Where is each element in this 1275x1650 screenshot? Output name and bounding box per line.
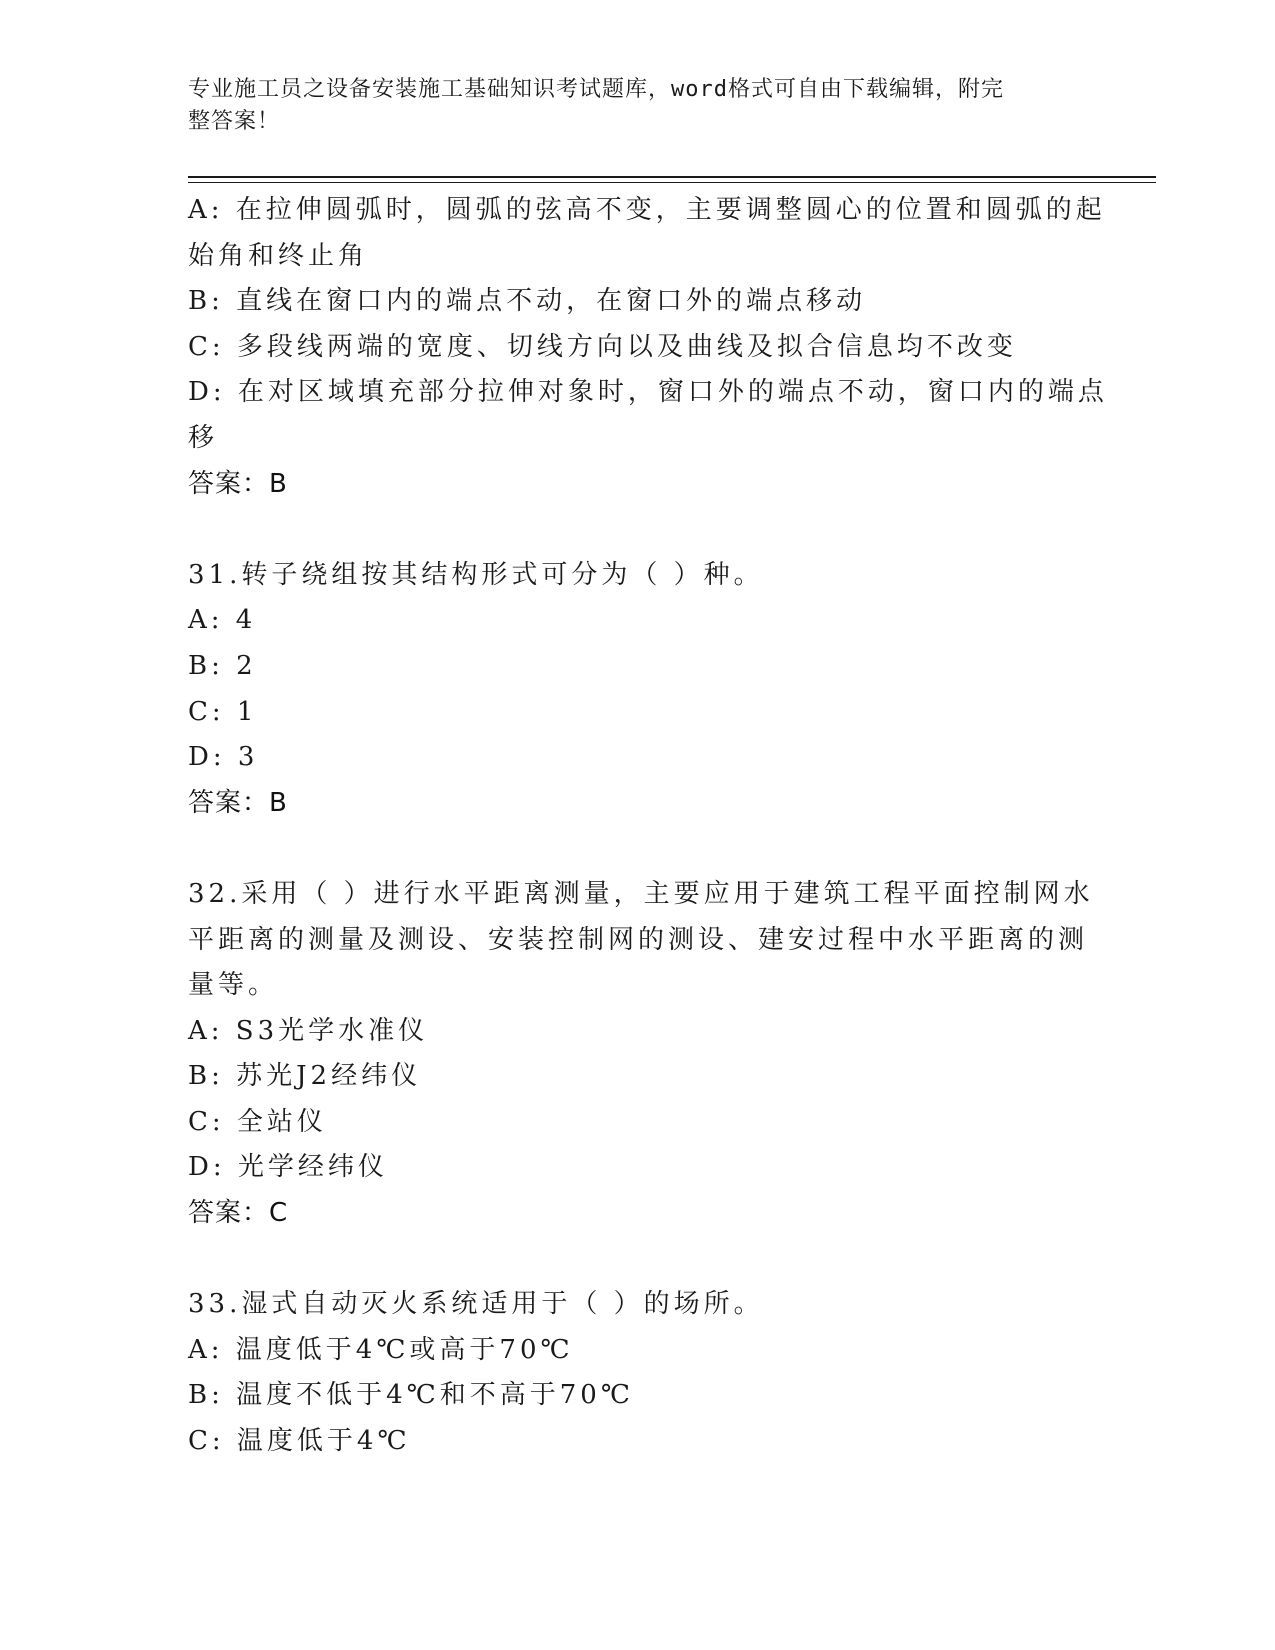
question-stem-line-1: 32.采用（ ）进行水平距离测量，主要应用于建筑工程平面控制网水	[188, 878, 1094, 909]
option-c: C: 1	[188, 696, 258, 727]
spacer	[188, 507, 1088, 553]
option-d: D: 光学经纬仪	[188, 1152, 388, 1183]
question-30	[188, 188, 1108, 507]
question-stem: 33.湿式自动灭火系统适用于（ ）的场所。	[188, 1289, 764, 1320]
option-c: C: 温度低于4℃	[188, 1426, 411, 1457]
question-stem: 31.转子绕组按其结构形式可分为（ ）种。	[188, 559, 764, 590]
option-b: B: 苏光J2经纬仪	[188, 1061, 422, 1092]
option-b: B: 温度不低于4℃和不高于70℃	[188, 1380, 634, 1411]
spacer	[188, 826, 1088, 872]
option-b: B: 直线在窗口内的端点不动，在窗口外的端点移动	[188, 286, 867, 317]
header-title-line-1: 专业施工员之设备安装施工基础知识考试题库，word格式可自由下载编辑，附完	[188, 77, 1004, 102]
question-33	[188, 1282, 1088, 1464]
spacer	[188, 1237, 1088, 1283]
option-d-line-1: D: 在对区域填充部分拉伸对象时，窗口外的端点不动，窗口内的端点	[188, 377, 1108, 408]
answer: 答案：C	[188, 1198, 289, 1229]
option-a: A: 温度低于4℃或高于70℃	[188, 1334, 574, 1365]
question-stem-line-2: 平距离的测量及测设、安装控制网的测设、建安过程中水平距离的测	[188, 924, 1089, 955]
header-divider-thin	[188, 182, 1156, 183]
option-c: C: 全站仪	[188, 1106, 327, 1137]
answer: 答案：B	[188, 468, 288, 499]
option-b: B: 2	[188, 650, 257, 681]
question-list	[188, 188, 1108, 1465]
option-a: A: S3光学水准仪	[188, 1015, 429, 1046]
header-title-line-2: 整答案！	[188, 109, 281, 134]
option-a: A: 4	[188, 605, 257, 636]
option-a-line-2: 始角和终止角	[188, 240, 369, 271]
question-stem-line-3: 量等。	[188, 970, 279, 1001]
option-a-line-1: A: 在拉伸圆弧时，圆弧的弦高不变，主要调整圆心的位置和圆弧的起	[188, 195, 1106, 225]
page-header	[188, 74, 1068, 138]
answer: 答案：B	[188, 787, 288, 818]
option-c: C: 多段线两端的宽度、切线方向以及曲线及拟合信息均不改变	[188, 331, 1017, 362]
question-31	[188, 553, 1088, 827]
header-divider-thick	[188, 176, 1156, 178]
option-d: D: 3	[188, 742, 259, 773]
option-d-line-2: 移	[188, 422, 219, 453]
question-32	[188, 872, 1094, 1237]
